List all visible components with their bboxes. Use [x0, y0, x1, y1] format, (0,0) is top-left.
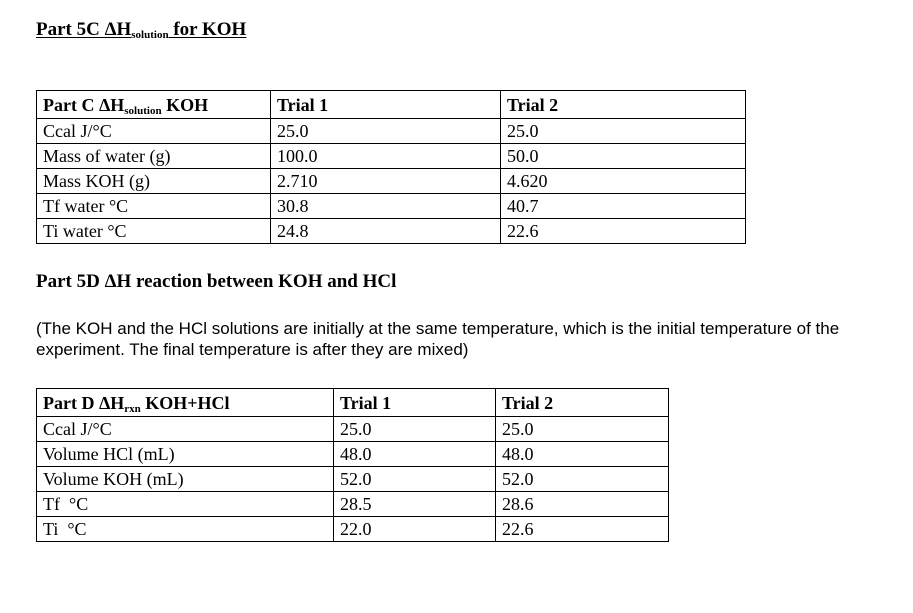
part-d-header-prefix: Part D ΔH: [43, 393, 125, 413]
row-label: Volume KOH (mL): [37, 467, 334, 492]
trial-2-value: 28.6: [496, 492, 669, 517]
trial-1-value: 28.5: [334, 492, 496, 517]
part-d-table: [36, 388, 669, 542]
table-row: [37, 467, 669, 492]
part-5d-note: (The KOH and the HCl solutions are initially at the same temperature, which is the initial temperature of the experiment. The final temperature is after they are mixed): [36, 319, 840, 359]
table-row: [37, 119, 746, 144]
row-label: Tf °C: [37, 492, 334, 517]
part-d-header-suffix: KOH+HCl: [140, 393, 230, 413]
part-5d-title: Part 5D ΔH reaction between KOH and HCl: [36, 271, 397, 292]
trial-1-value: 52.0: [334, 467, 496, 492]
part-c-header-prefix: Part C ΔH: [43, 95, 125, 115]
table-row: [37, 194, 746, 219]
table-row: [37, 492, 669, 517]
part-5c-title-prefix: Part 5C ΔH: [36, 19, 132, 40]
part-c-header-trial-2: Trial 2: [501, 91, 746, 119]
trial-1-value: 100.0: [271, 144, 501, 169]
part-c-header-suffix: KOH: [161, 95, 209, 115]
trial-2-value: 4.620: [501, 169, 746, 194]
trial-2-value: 50.0: [501, 144, 746, 169]
part-d-header-trial-1: Trial 1: [334, 389, 496, 417]
row-label: Ccal J/°C: [37, 119, 271, 144]
trial-1-value: 22.0: [334, 517, 496, 542]
trial-2-value: 48.0: [496, 442, 669, 467]
part-5c-title-subscript: solution: [131, 29, 169, 41]
row-label: Ccal J/°C: [37, 417, 334, 442]
table-header-row: [37, 389, 669, 417]
row-label: Mass KOH (g): [37, 169, 271, 194]
trial-2-value: 52.0: [496, 467, 669, 492]
part-d-header-trial-2: Trial 2: [496, 389, 669, 417]
trial-1-value: 30.8: [271, 194, 501, 219]
part-5c-title-suffix: for KOH: [168, 19, 247, 40]
trial-2-value: 25.0: [496, 417, 669, 442]
part-d-header-label: [37, 389, 334, 417]
table-header-row: [37, 91, 746, 119]
trial-2-value: 40.7: [501, 194, 746, 219]
part-c-header-trial-1: Trial 1: [271, 91, 501, 119]
part-c-table: [36, 90, 746, 244]
trial-2-value: 22.6: [496, 517, 669, 542]
part-5c-title: [36, 19, 246, 41]
trial-1-value: 48.0: [334, 442, 496, 467]
table-row: [37, 219, 746, 244]
trial-1-value: 2.710: [271, 169, 501, 194]
trial-2-value: 25.0: [501, 119, 746, 144]
trial-2-value: 22.6: [501, 219, 746, 244]
table-row: [37, 442, 669, 467]
row-label: Mass of water (g): [37, 144, 271, 169]
part-c-header-label: [37, 91, 271, 119]
row-label: Ti water °C: [37, 219, 271, 244]
table-row: [37, 144, 746, 169]
trial-1-value: 24.8: [271, 219, 501, 244]
table-row: [37, 169, 746, 194]
row-label: Ti °C: [37, 517, 334, 542]
row-label: Tf water °C: [37, 194, 271, 219]
part-d-header-subscript: rxn: [124, 403, 141, 415]
row-label: Volume HCl (mL): [37, 442, 334, 467]
table-row: [37, 417, 669, 442]
trial-1-value: 25.0: [334, 417, 496, 442]
trial-1-value: 25.0: [271, 119, 501, 144]
table-row: [37, 517, 669, 542]
part-c-header-subscript: solution: [124, 105, 162, 117]
